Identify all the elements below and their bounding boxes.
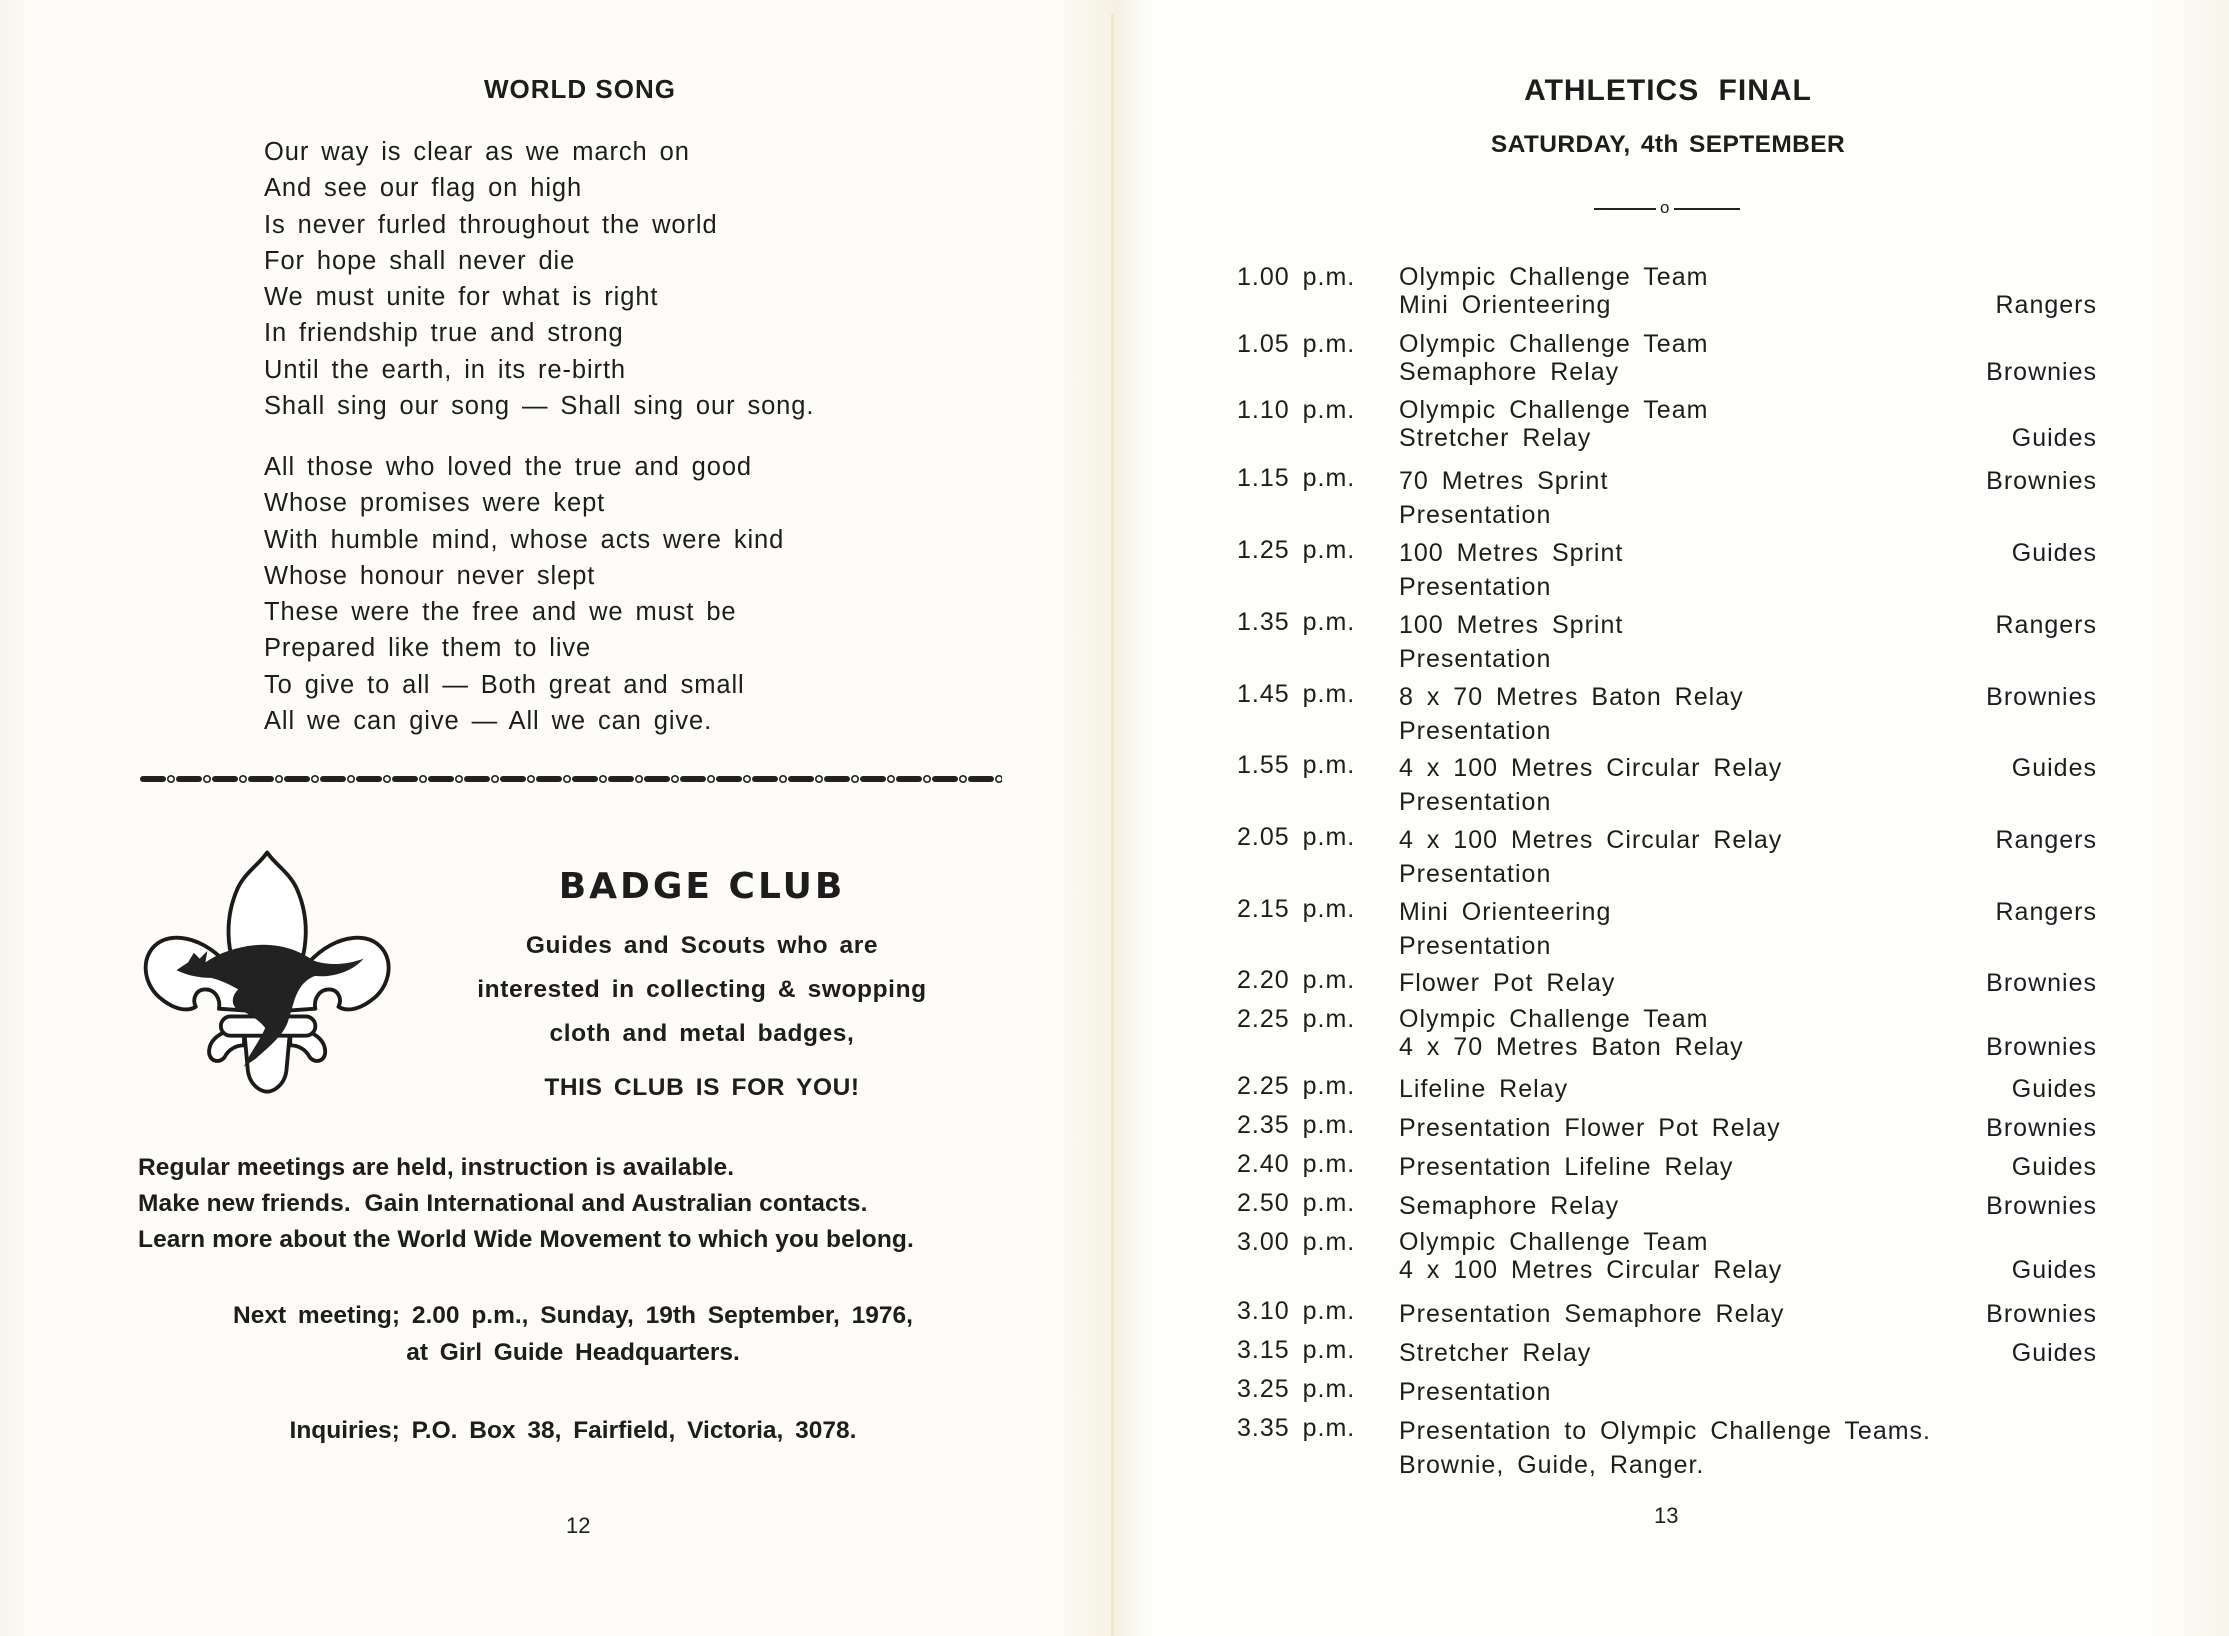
event-name <box>1399 1414 1931 1482</box>
inquiries-line: Inquiries; P.O. Box 38, Fairfield, Victoria, 3078. <box>289 1417 857 1444</box>
event-line: Presentation <box>1399 932 1552 960</box>
event-time: 2.05 p.m. <box>1237 823 1356 851</box>
song-line: Whose honour never slept <box>264 561 596 590</box>
event-group: Guides <box>2011 754 2097 782</box>
chain-link <box>356 776 382 782</box>
event-name <box>1399 1111 1781 1145</box>
event-group: Brownies <box>1986 683 2097 711</box>
chain-link <box>824 776 850 782</box>
event-line: Olympic Challenge Team <box>1399 263 1709 291</box>
event-line: Presentation <box>1399 573 1552 601</box>
song-line: Whose promises were kept <box>264 489 606 518</box>
event-time: 2.20 p.m. <box>1237 966 1356 994</box>
page-number-left: 12 <box>566 1513 591 1538</box>
event-line: 4 x 100 Metres Circular Relay <box>1399 1256 1783 1284</box>
event-group: Guides <box>2011 424 2097 452</box>
badge-club-line: Guides and Scouts who are <box>525 932 879 959</box>
event-time: 1.10 p.m. <box>1237 396 1356 424</box>
event-name <box>1399 1189 1619 1223</box>
event-group: Rangers <box>1995 826 2097 854</box>
chain-ring <box>528 776 534 782</box>
title-separator <box>1594 198 1740 218</box>
chain-link <box>932 776 958 782</box>
event-group: Brownies <box>1986 1033 2097 1061</box>
event-time: 1.35 p.m. <box>1237 608 1356 636</box>
event-group: Guides <box>2011 1339 2097 1367</box>
event-line: Brownie, Guide, Ranger. <box>1399 1451 1705 1479</box>
song-line: These were the free and we must be <box>264 598 737 627</box>
chain-ring <box>960 776 966 782</box>
event-time: 3.00 p.m. <box>1237 1228 1356 1256</box>
event-group: Guides <box>2011 539 2097 567</box>
event-name <box>1399 608 1623 676</box>
badge-club-line: interested in collecting & swopping <box>477 976 927 1003</box>
event-time: 3.15 p.m. <box>1237 1336 1356 1364</box>
event-line: 100 Metres Sprint <box>1399 611 1624 639</box>
chain-ring <box>708 776 714 782</box>
event-name <box>1399 1375 1551 1409</box>
badge-club-line: cloth and metal badges, <box>549 1020 855 1047</box>
paragraph-line: Learn more about the World Wide Movement to which you belong. <box>138 1226 914 1253</box>
song-line: In friendship true and strong <box>264 319 624 348</box>
chain-ring <box>996 776 1002 782</box>
event-name <box>1399 330 1708 386</box>
song-line: Until the earth, in its re-birth <box>264 355 627 384</box>
event-time: 2.40 p.m. <box>1237 1150 1356 1178</box>
chain-ring <box>384 776 390 782</box>
chain-link <box>320 776 346 782</box>
event-line: 4 x 100 Metres Circular Relay <box>1399 826 1783 854</box>
chain-link <box>968 776 994 782</box>
fleur-de-lis-kangaroo-emblem-icon <box>136 838 406 1110</box>
event-name <box>1399 464 1608 532</box>
song-verse-2 <box>264 449 784 739</box>
event-line: Olympic Challenge Team <box>1399 1228 1709 1256</box>
event-line: 70 Metres Sprint <box>1399 467 1609 495</box>
event-group: Rangers <box>1995 898 2097 926</box>
chain-link <box>536 776 562 782</box>
event-time: 3.25 p.m. <box>1237 1375 1356 1403</box>
event-group: Brownies <box>1986 467 2097 495</box>
chain-divider <box>140 772 1002 786</box>
event-name <box>1399 263 1708 319</box>
chain-link <box>500 776 526 782</box>
chain-ring <box>276 776 282 782</box>
event-name <box>1399 396 1708 452</box>
chain-link <box>680 776 706 782</box>
event-group: Guides <box>2011 1153 2097 1181</box>
chain-link <box>212 776 238 782</box>
event-name <box>1399 823 1782 891</box>
event-line: Presentation to Olympic Challenge Teams. <box>1399 1417 1931 1445</box>
event-line: Presentation <box>1399 645 1552 673</box>
song-line: Shall sing our song — Shall sing our song. <box>264 392 815 421</box>
event-time: 1.45 p.m. <box>1237 680 1356 708</box>
next-meeting-location: at Girl Guide Headquarters. <box>406 1339 740 1366</box>
separator-line-right <box>1674 208 1740 210</box>
paragraph-line: Make new friends. Gain International and Australian contacts. <box>138 1190 868 1217</box>
song-line: To give to all — Both great and small <box>264 670 745 699</box>
chain-ring <box>456 776 462 782</box>
event-time: 2.35 p.m. <box>1237 1111 1356 1139</box>
event-line: Olympic Challenge Team <box>1399 1005 1709 1033</box>
event-line: Presentation <box>1399 717 1552 745</box>
event-time: 3.35 p.m. <box>1237 1414 1356 1442</box>
song-line: With humble mind, whose acts were kind <box>264 525 785 554</box>
chain-ring <box>924 776 930 782</box>
song-line: Is never furled throughout the world <box>264 210 718 239</box>
badge-club-title: BADGE CLUB <box>558 866 846 907</box>
song-line: Prepared like them to live <box>264 634 592 663</box>
event-name <box>1399 966 1615 1000</box>
event-name <box>1399 1297 1784 1331</box>
event-line: 4 x 70 Metres Baton Relay <box>1399 1033 1744 1061</box>
chain-link <box>464 776 490 782</box>
page-number-right: 13 <box>1654 1503 1679 1528</box>
chain-ring <box>780 776 786 782</box>
song-line: All those who loved the true and good <box>264 453 753 481</box>
paragraph-line: Regular meetings are held, instruction is available. <box>138 1154 735 1181</box>
event-time: 1.05 p.m. <box>1237 330 1356 358</box>
chain-ring <box>420 776 426 782</box>
event-name <box>1399 751 1782 819</box>
event-name <box>1399 680 1744 748</box>
event-time: 2.25 p.m. <box>1237 1005 1356 1033</box>
badge-club-slogan: THIS CLUB IS FOR YOU! <box>544 1074 860 1101</box>
athletics-title: ATHLETICS FINAL <box>1524 74 1812 107</box>
event-time: 1.25 p.m. <box>1237 536 1356 564</box>
chain-link <box>392 776 418 782</box>
event-time: 2.50 p.m. <box>1237 1189 1356 1217</box>
chain-ring <box>492 776 498 782</box>
event-line: 8 x 70 Metres Baton Relay <box>1399 683 1744 711</box>
chain-ring <box>816 776 822 782</box>
athletics-date: SATURDAY, 4th SEPTEMBER <box>1490 131 1846 158</box>
chain-ring <box>672 776 678 782</box>
event-time: 3.10 p.m. <box>1237 1297 1356 1325</box>
event-line: Presentation Lifeline Relay <box>1399 1153 1734 1181</box>
event-line: Stretcher Relay <box>1399 1339 1592 1367</box>
chain-link <box>644 776 670 782</box>
chain-link <box>608 776 634 782</box>
page-fold <box>1111 14 1114 1636</box>
event-group: Brownies <box>1986 1114 2097 1142</box>
song-line: Our way is clear as we march on <box>264 138 690 166</box>
event-group: Brownies <box>1986 1192 2097 1220</box>
separator-circle: o <box>1660 198 1670 217</box>
event-line: Lifeline Relay <box>1399 1075 1569 1103</box>
chain-ring <box>852 776 858 782</box>
chain-ring <box>168 776 174 782</box>
event-line: Stretcher Relay <box>1399 424 1592 452</box>
event-time: 2.25 p.m. <box>1237 1072 1356 1100</box>
badge-club-paragraph <box>138 1150 914 1258</box>
chain-link <box>572 776 598 782</box>
event-group: Brownies <box>1986 969 2097 997</box>
chain-link <box>896 776 922 782</box>
event-name <box>1399 895 1611 963</box>
event-line: Olympic Challenge Team <box>1399 330 1709 358</box>
chain-ring <box>744 776 750 782</box>
event-group: Rangers <box>1995 291 2097 319</box>
event-line: Presentation <box>1399 788 1552 816</box>
song-verse-1 <box>264 134 814 424</box>
event-group: Brownies <box>1986 1300 2097 1328</box>
event-line: Presentation <box>1399 1378 1552 1406</box>
event-line: Presentation Flower Pot Relay <box>1399 1114 1781 1142</box>
chain-link <box>284 776 310 782</box>
chain-ring <box>348 776 354 782</box>
chain-link <box>248 776 274 782</box>
event-time: 1.15 p.m. <box>1237 464 1356 492</box>
song-line: And see our flag on high <box>264 174 583 203</box>
event-line: Semaphore Relay <box>1399 358 1620 386</box>
event-time: 1.00 p.m. <box>1237 263 1356 291</box>
chain-link <box>176 776 202 782</box>
chain-ring <box>888 776 894 782</box>
event-name <box>1399 1005 1744 1061</box>
event-group: Brownies <box>1986 358 2097 386</box>
chain-ring <box>204 776 210 782</box>
event-line: 4 x 100 Metres Circular Relay <box>1399 754 1783 782</box>
event-time: 2.15 p.m. <box>1237 895 1356 923</box>
chain-link <box>788 776 814 782</box>
song-line: For hope shall never die <box>264 246 576 275</box>
event-line: Olympic Challenge Team <box>1399 396 1709 424</box>
event-line: Mini Orienteering <box>1399 898 1612 926</box>
separator-line-left <box>1594 208 1656 210</box>
event-line: Semaphore Relay <box>1399 1192 1620 1220</box>
chain-ring <box>240 776 246 782</box>
event-group: Guides <box>2011 1256 2097 1284</box>
event-name <box>1399 1336 1591 1370</box>
event-name <box>1399 1228 1782 1284</box>
chain-ring <box>636 776 642 782</box>
event-line: Presentation <box>1399 860 1552 888</box>
chain-ring <box>564 776 570 782</box>
event-line: 100 Metres Sprint <box>1399 539 1624 567</box>
chain-link <box>860 776 886 782</box>
chain-link <box>752 776 778 782</box>
event-name <box>1399 1072 1568 1106</box>
chain-ring <box>600 776 606 782</box>
event-group: Rangers <box>1995 611 2097 639</box>
event-name <box>1399 536 1623 604</box>
next-meeting-line: Next meeting; 2.00 p.m., Sunday, 19th September, 1976, <box>233 1302 913 1329</box>
song-title: WORLD SONG <box>484 74 676 104</box>
chain-ring <box>312 776 318 782</box>
event-group: Guides <box>2011 1075 2097 1103</box>
song-line: We must unite for what is right <box>264 283 659 312</box>
chain-link <box>428 776 454 782</box>
chain-link <box>716 776 742 782</box>
event-line: Mini Orienteering <box>1399 291 1612 319</box>
event-line: Presentation Semaphore Relay <box>1399 1300 1785 1328</box>
event-line: Flower Pot Relay <box>1399 969 1616 997</box>
event-name <box>1399 1150 1733 1184</box>
event-time: 1.55 p.m. <box>1237 751 1356 779</box>
event-line: Presentation <box>1399 501 1552 529</box>
song-line: All we can give — All we can give. <box>264 707 713 736</box>
chain-link <box>140 776 166 782</box>
